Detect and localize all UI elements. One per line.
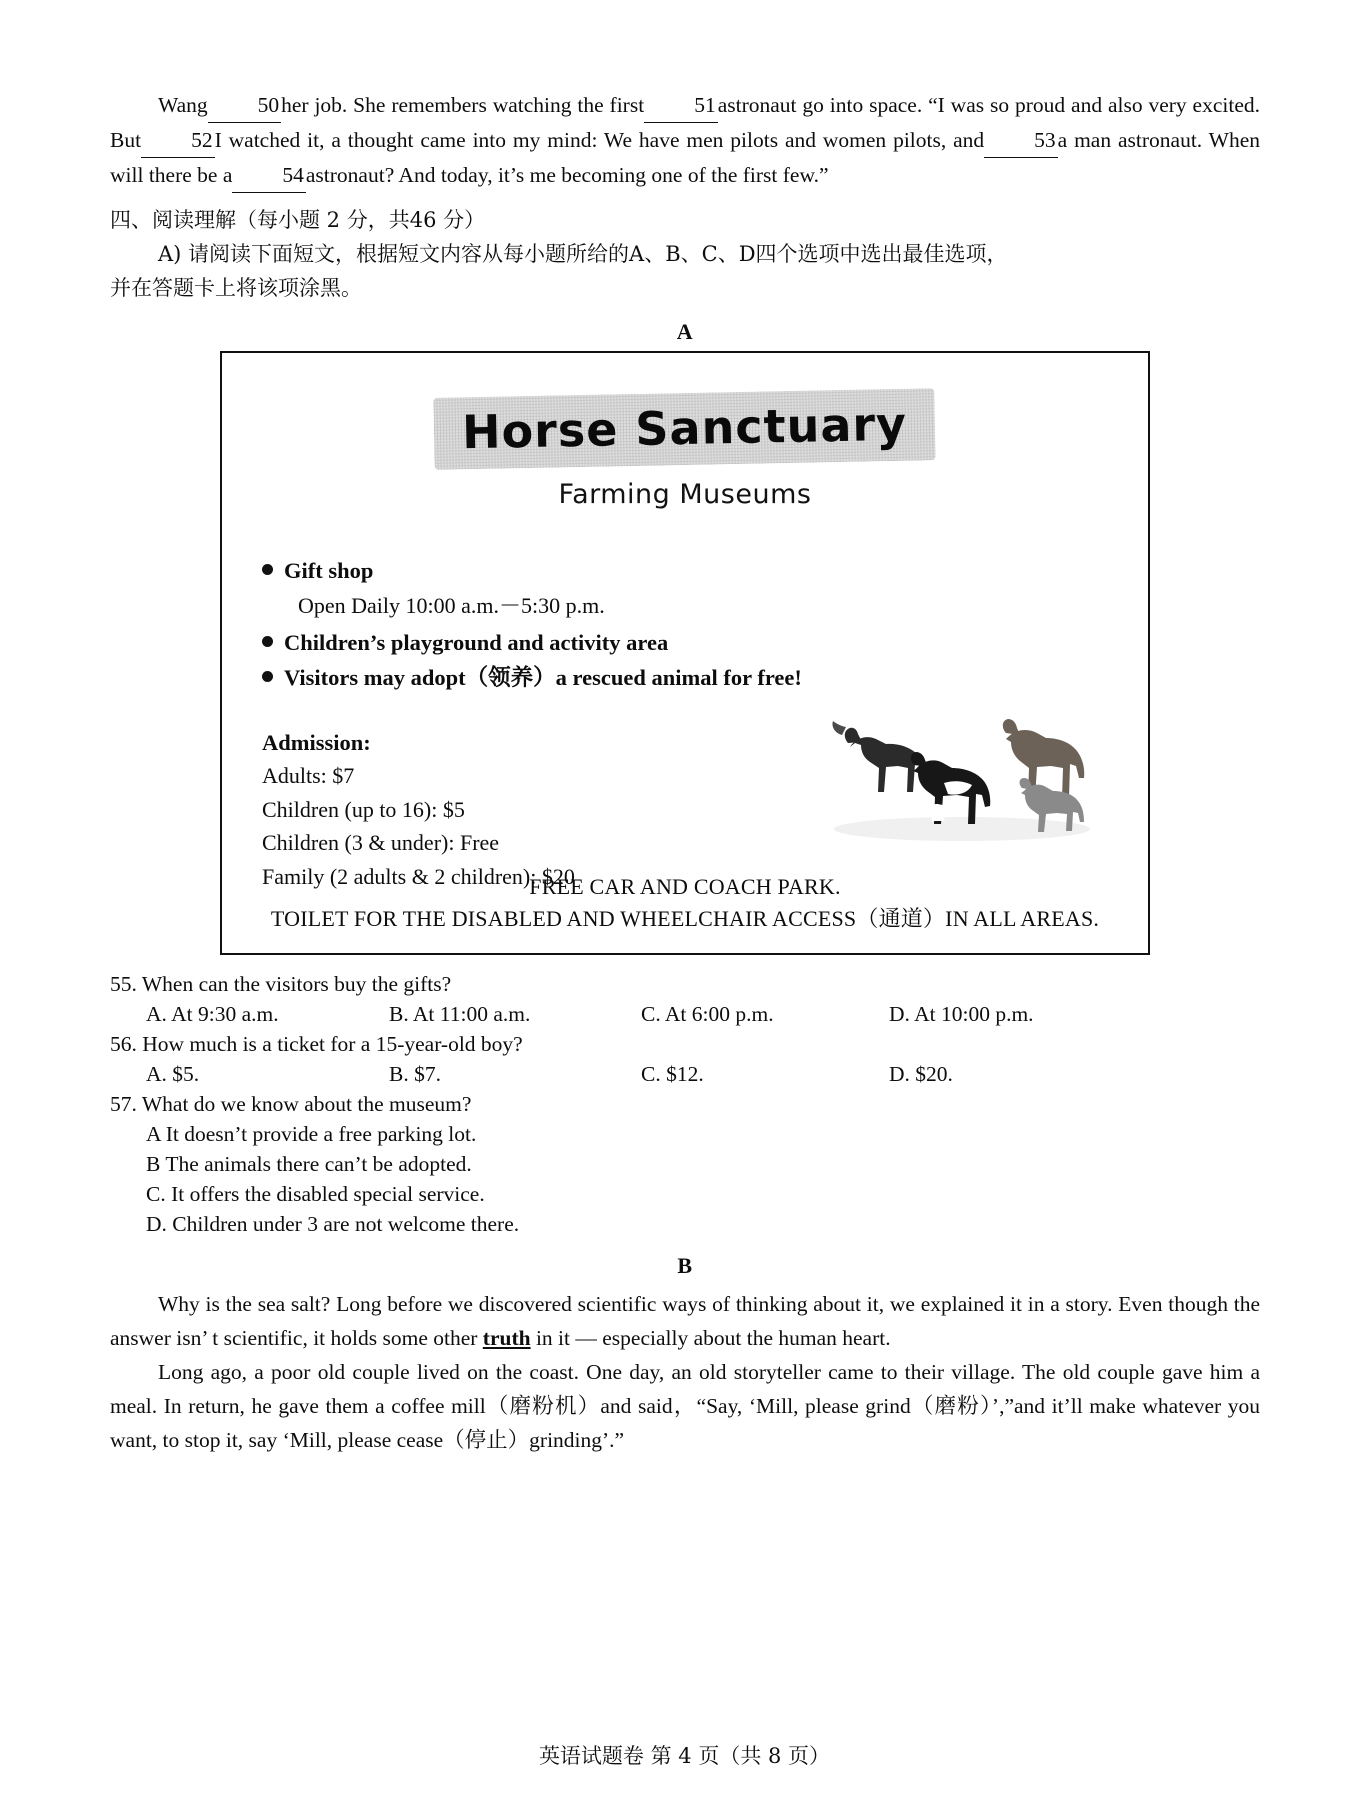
admission-children-3: Children (3 & under): Free (262, 830, 500, 855)
bullet-label: Visitors may adopt（领养）a rescued animal for free! (284, 665, 802, 690)
question-56-stem: 56. How much is a ticket for a 15-year-old boy? (110, 1032, 523, 1056)
bullet-label: Children’s playground and activity area (284, 630, 669, 655)
section-instruction-line1: A) 请阅读下面短文，根据短文内容从每小题所给的A、B、C、D四个选项中选出最佳选项， (158, 242, 1008, 266)
blank-53: 53 (984, 123, 1058, 158)
section-heading: 四、阅读理解（每小题 2 分，共46 分） (110, 208, 486, 232)
passage-b (110, 1287, 1260, 1457)
question-57-options (146, 1119, 1260, 1239)
question-57-stem: 57. What do we know about the museum? (110, 1092, 472, 1116)
question-list (110, 969, 1260, 1239)
admission-block (262, 726, 822, 893)
admission-adults: Adults: $7 (262, 763, 355, 788)
poster-bullet-list (262, 554, 1122, 694)
option-c[interactable]: C. $12. (641, 1062, 704, 1086)
poster-title-banner (434, 388, 936, 470)
option-d[interactable]: D. At 10:00 p.m. (889, 1002, 1034, 1026)
question-56-options (146, 1059, 1260, 1089)
option-d[interactable]: D. $20. (889, 1062, 953, 1086)
page-footer: 英语试题卷 第 4 页（共 8 页） (538, 1744, 831, 1768)
option-a[interactable]: A. $5. (146, 1062, 200, 1086)
poster-title-wrap (248, 393, 1122, 465)
poster-subtitle: Farming Museums (558, 479, 812, 510)
option-c[interactable]: C. It offers the disabled special service. (146, 1182, 485, 1206)
question-55-stem: 55. When can the visitors buy the gifts? (110, 972, 452, 996)
bullet-dot-icon (262, 671, 273, 682)
horses-illustration-icon (812, 713, 1112, 843)
cloze-text-7: a man astronaut. When will there be a (110, 128, 1260, 187)
passage-b-paragraph-2: Long ago, a poor old couple lived on the coast. One day, an old storyteller came to their village. The old couple gave him a meal. In return, he gave them a coffee mill（磨粉机）and said，“Say, ‘Mill, please grind（磨粉）’,”and it’ll make whatever you want, to stop it, say ‘Mill, please cease（停止）grinding’.” (110, 1360, 1260, 1452)
page-content (110, 88, 1260, 1457)
blank-50: 50 (208, 88, 282, 123)
poster-footer-line-2: TOILET FOR THE DISABLED AND WHEELCHAIR ACCESS（通道）IN ALL AREAS. (270, 906, 1100, 931)
horse-sanctuary-poster (220, 351, 1150, 955)
section-instruction-line2: 并在答题卡上将该项涂黑。 (110, 276, 362, 300)
question-55-options (146, 999, 1260, 1029)
passage-b-keyword-truth: truth (482, 1326, 531, 1350)
poster-footer-line-1: FREE CAR AND COACH PARK. (529, 874, 841, 899)
option-c[interactable]: C. At 6:00 p.m. (641, 1002, 774, 1026)
bullet-dot-icon (262, 564, 273, 575)
bullet-dot-icon (262, 636, 273, 647)
option-b[interactable]: B. At 11:00 a.m. (389, 1002, 531, 1026)
option-d[interactable]: D. Children under 3 are not welcome there. (146, 1212, 520, 1236)
poster-title: Horse Sanctuary (461, 396, 908, 460)
passage-b-p1-text-1: Why is the sea salt? Long before we discovered scientific ways of thinking about it, we explained it in a story. Even though the answer isn’ t scientific, it holds some other (110, 1292, 1260, 1350)
passage-label-a: A (676, 319, 694, 344)
bullet-item-adopt (262, 661, 1122, 694)
cloze-text-9: me becoming one of the first few.” (529, 163, 829, 187)
bullet-label: Gift shop (284, 558, 374, 583)
admission-children-16: Children (up to 16): $5 (262, 796, 465, 822)
admission-heading: Admission: (262, 730, 371, 755)
blank-54: 54 (232, 158, 306, 193)
cloze-text-8: astronaut? And today, it’s (305, 163, 525, 187)
gift-shop-hours: Open Daily 10:00 a.m.－5:30 p.m. (298, 593, 605, 618)
cloze-text-3: astronaut go into space. “I was (717, 93, 985, 117)
option-b[interactable]: B The animals there can’t be adopted. (146, 1152, 472, 1176)
poster-footer (222, 871, 1148, 935)
option-b[interactable]: B. $7. (389, 1062, 441, 1086)
passage-label-b: B (677, 1253, 693, 1278)
blank-52: 52 (141, 123, 215, 158)
cloze-paragraph (110, 88, 1260, 193)
cloze-text-4: so proud and also very excited. But (110, 93, 1261, 152)
cloze-text-5: I watched it, a thought came into my mind: We have men (214, 128, 724, 152)
cloze-text-1: Wang (158, 93, 208, 117)
admission-family: Family (2 adults & 2 children): $20 (262, 863, 575, 889)
bullet-item-playground (262, 626, 1122, 659)
passage-b-p1-text-2: in it — especially about the human heart. (530, 1326, 891, 1350)
option-a[interactable]: A. At 9:30 a.m. (146, 1002, 279, 1026)
bullet-item-gift-shop (262, 554, 1122, 587)
cloze-text-2: her job. She remembers watching the first (281, 93, 645, 117)
option-a[interactable]: A It doesn’t provide a free parking lot. (146, 1122, 477, 1146)
passage-b-paragraph-1 (110, 1287, 1260, 1355)
cloze-text-6: pilots and women pilots, and (730, 128, 985, 152)
blank-51: 51 (644, 88, 718, 123)
